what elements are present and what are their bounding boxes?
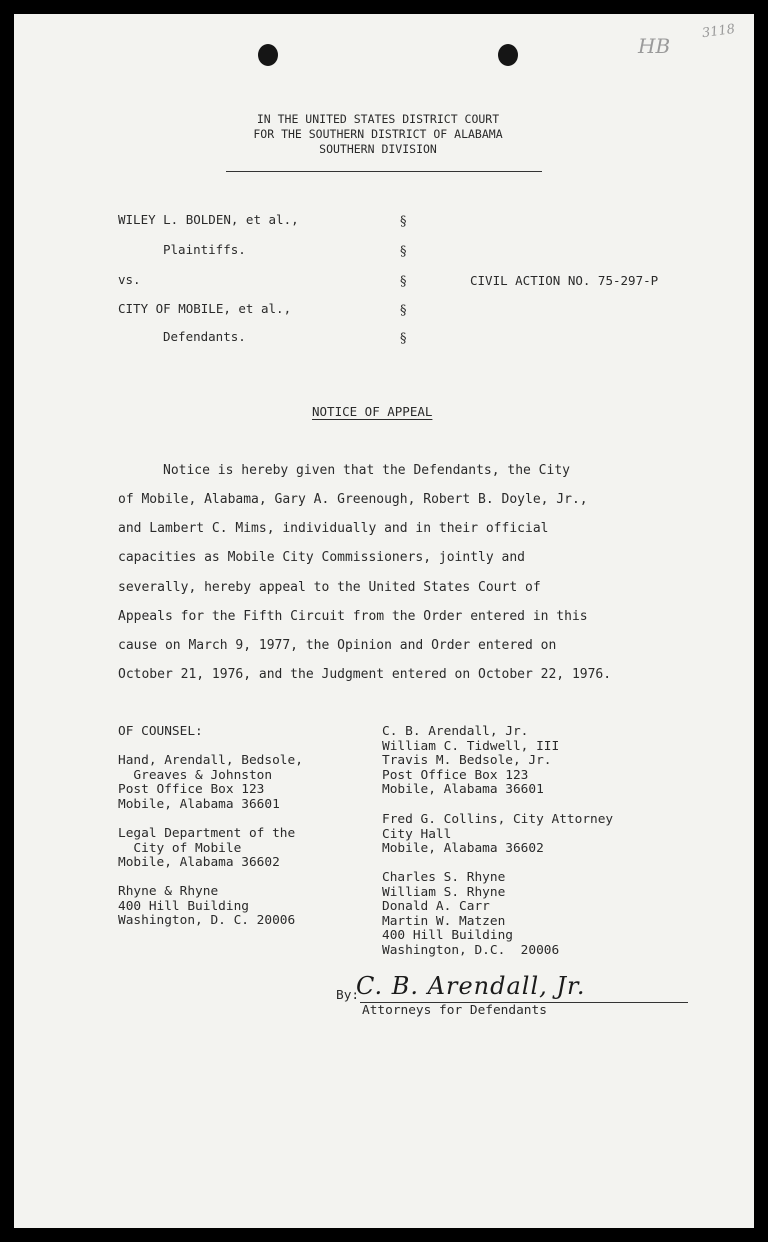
court-heading xyxy=(14,112,754,157)
counsel-right-block-1 xyxy=(382,725,559,798)
address-line: Mobile, Alabama 36601 xyxy=(382,782,544,797)
address-line: C. B. Arendall, Jr. xyxy=(382,724,529,739)
counsel-right-block-3 xyxy=(382,871,559,958)
address-line: Post Office Box 123 xyxy=(118,782,265,797)
punch-hole-left xyxy=(258,44,278,66)
defendant-name: CITY OF MOBILE, et al., xyxy=(118,301,292,316)
counsel-right-block-2 xyxy=(382,813,613,857)
handwritten-signature: C. B. Arendall, Jr. xyxy=(356,972,586,1000)
address-line: City of Mobile xyxy=(118,840,242,856)
plaintiffs-label: Plaintiffs. xyxy=(163,242,246,257)
address-line: Washington, D.C. 20006 xyxy=(382,942,560,958)
signature-role: Attorneys for Defendants xyxy=(362,1003,547,1018)
body-line: cause on March 9, 1977, the Opinion and Order entered on xyxy=(118,638,557,653)
address-line: City Hall xyxy=(382,826,452,842)
address-line: Martin W. Matzen xyxy=(382,913,506,929)
punch-hole-right xyxy=(498,44,518,66)
address-line: Washington, D. C. 20006 xyxy=(118,913,296,928)
body-line: Notice is hereby given that the Defendants, the City xyxy=(163,463,570,478)
court-line-3: SOUTHERN DIVISION xyxy=(319,142,437,156)
section-mark: § xyxy=(400,214,407,229)
section-mark: § xyxy=(400,303,407,318)
address-line: William S. Rhyne xyxy=(382,884,506,900)
section-mark: § xyxy=(400,331,407,346)
body-line: capacities as Mobile City Commissioners, jointly and xyxy=(118,550,525,565)
by-label: By: xyxy=(336,988,360,1003)
address-line: Mobile, Alabama 36602 xyxy=(382,841,544,856)
address-line: Mobile, Alabama 36601 xyxy=(118,796,280,812)
body-line: October 21, 1976, and the Judgment entered on October 22, 1976. xyxy=(118,667,612,682)
court-line-2: FOR THE SOUTHERN DISTRICT OF ALABAMA xyxy=(253,127,503,141)
address-line: Charles S. Rhyne xyxy=(382,870,506,885)
address-line: Hand, Arendall, Bedsole, xyxy=(118,753,303,768)
versus-label: vs. xyxy=(118,272,141,287)
address-line: Post Office Box 123 xyxy=(382,767,529,783)
counsel-left-block-1 xyxy=(118,754,303,812)
address-line: 400 Hill Building xyxy=(118,898,249,914)
address-line: Donald A. Carr xyxy=(382,899,490,914)
address-line: Travis M. Bedsole, Jr. xyxy=(382,753,552,768)
counsel-left-block-3 xyxy=(118,885,295,929)
section-mark: § xyxy=(400,244,407,259)
plaintiff-name: WILEY L. BOLDEN, et al., xyxy=(118,212,299,227)
of-counsel-heading: OF COUNSEL: xyxy=(118,724,203,739)
address-line: Mobile, Alabama 36602 xyxy=(118,855,280,870)
body-line: Appeals for the Fifth Circuit from the Order entered in this xyxy=(118,609,588,624)
body-line: severally, hereby appeal to the United States Court of xyxy=(118,580,541,595)
body-line: of Mobile, Alabama, Gary A. Greenough, Robert B. Doyle, Jr., xyxy=(118,492,588,507)
handwritten-page-number: 3118 xyxy=(701,21,736,42)
address-line: Legal Department of the xyxy=(118,826,296,841)
document-page xyxy=(14,14,754,1228)
court-line-1: IN THE UNITED STATES DISTRICT COURT xyxy=(256,112,500,126)
address-line: Greaves & Johnston xyxy=(118,767,273,783)
document-title: NOTICE OF APPEAL xyxy=(312,404,433,419)
handwritten-initials: HB xyxy=(638,34,671,58)
civil-action-number: CIVIL ACTION NO. 75-297-P xyxy=(470,273,659,288)
body-line: and Lambert C. Mims, individually and in their official xyxy=(118,521,549,536)
counsel-left-block-2 xyxy=(118,827,295,871)
address-line: Rhyne & Rhyne xyxy=(118,884,219,899)
section-mark: § xyxy=(400,274,407,289)
address-line: Fred G. Collins, City Attorney xyxy=(382,812,614,827)
heading-rule xyxy=(226,171,542,172)
defendants-label: Defendants. xyxy=(163,329,246,344)
address-line: William C. Tidwell, III xyxy=(382,738,560,754)
address-line: 400 Hill Building xyxy=(382,928,513,943)
